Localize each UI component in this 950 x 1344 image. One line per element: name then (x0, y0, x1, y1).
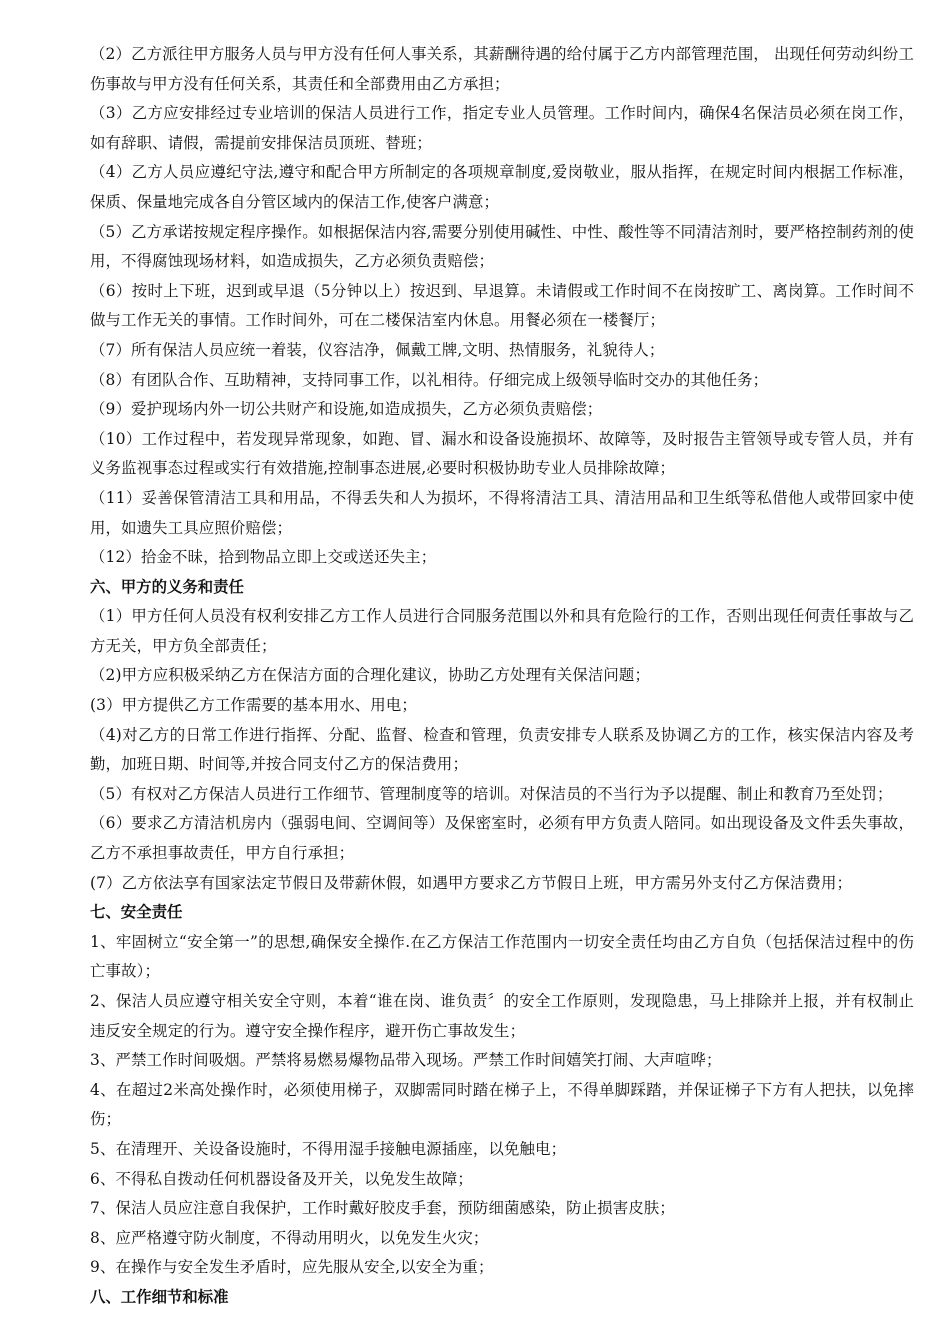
clause-item: （6）要求乙方清洁机房内（强弱电间、空调间等）及保密室时，必须有甲方负责人陪同。如出现设备及文件丢失事故，乙方不承担事故责任，甲方自行承担； (90, 814, 914, 863)
section-7 (90, 898, 914, 1283)
clause-item: （2）乙方派往甲方服务人员与甲方没有任何人事关系，其薪酬待遇的给付属于乙方内部管理范围， 出现任何劳动纠纷工伤事故与甲方没有任何关系，其责任和全部费用由乙方承担； (90, 45, 914, 93)
clause-item: （12）拾金不昧，拾到物品立即上交或送还失主； (90, 548, 437, 567)
clause-item: 7、保洁人员应注意自我保护，工作时戴好胶皮手套，预防细菌感染，防止损害皮肤； (90, 1199, 675, 1218)
section-heading: 七、安全责任 (90, 903, 183, 922)
clause-item: 4、在超过2米高处操作时，必须使用梯子，双脚需同时踏在梯子上，不得单脚踩踏，并保证梯子下方有人把扶，以免摔伤； (90, 1080, 914, 1129)
section-heading: 八、工作细节和标准 (90, 1287, 229, 1306)
clause-item: （10）工作过程中，若发现异常现象，如跑、冒、漏水和设备设施损坏、故障等，及时报告主管领导或专管人员，并有义务监视事态过程或实行有效措施,控制事态进展,必要时积极协助专业人员排除故障； (90, 429, 914, 478)
clause-item: （2)甲方应积极采纳乙方在保洁方面的合理化建议，协助乙方处理有关保洁问题； (90, 666, 651, 685)
clause-item: （5）有权对乙方保洁人员进行工作细节、管理制度等的培训。对保洁员的不当行为予以提醒、制止和教育乃至处罚； (90, 784, 893, 803)
clause-item: （11）妥善保管清洁工具和用品，不得丢失和人为损坏，不得将清洁工具、清洁用品和卫生纸等私借他人或带回家中使用，如遗失工具应照价赔偿； (90, 488, 914, 537)
section-8 (90, 1283, 914, 1313)
clause-item: （6）按时上下班，迟到或早退（5分钟以上）按迟到、早退算。未请假或工作时间不在岗按旷工、离岗算。工作时间不做与工作无关的事情。工作时间外，可在二楼保洁室内休息。用餐必须在一楼餐厅； (90, 281, 914, 330)
clause-item: 8、应严格遵守防火制度，不得动用明火，以免发生火灾； (90, 1228, 489, 1247)
section-6 (90, 573, 914, 899)
clause-item: （9）爱护现场内外一切公共财产和设施,如造成损失，乙方必须负责赔偿； (90, 400, 603, 419)
clause-item: （1）甲方任何人员没有权利安排乙方工作人员进行合同服务范围以外和具有危险行的工作，否则出现任何责任事故与乙方无关，甲方负全部责任； (90, 607, 914, 655)
section-heading: 六、甲方的义务和责任 (90, 577, 244, 596)
clause-item: 5、在清理开、关设备设施时，不得用湿手接触电源插座，以免触电； (90, 1139, 567, 1158)
section-5-continuation (90, 40, 914, 573)
clause-item: (7）乙方依法享有国家法定节假日及带薪休假，如遇甲方要求乙方节假日上班，甲方需另外支付乙方保洁费用； (90, 873, 853, 892)
clause-item: 1、牢固树立“安全第一”的思想,确保安全操作.在乙方保洁工作范围内一切安全责任均由乙方自负（包括保洁过程中的伤亡事故）； (90, 932, 914, 981)
clause-item: 6、不得私自拨动任何机器设备及开关，以免发生故障； (90, 1169, 473, 1188)
clause-item: （4）乙方人员应遵纪守法,遵守和配合甲方所制定的各项规章制度,爱岗敬业，服从指挥，在规定时间内根据工作标准，保质、保量地完成各自分管区域内的保洁工作,使客户满意； (90, 163, 914, 211)
clause-item: (3）甲方提供乙方工作需要的基本用水、用电； (90, 696, 417, 715)
clause-item: 3、严禁工作时间吸烟。严禁将易燃易爆物品带入现场。严禁工作时间嬉笑打闹、大声喧哗； (90, 1051, 722, 1070)
clause-item: （5）乙方承诺按规定程序操作。如根据保洁内容,需要分别使用碱性、中性、酸性等不同清洁剂时，要严格控制药剂的使用，不得腐蚀现场材料，如造成损失，乙方必须负责赔偿； (90, 222, 914, 271)
clause-item: 2、保洁人员应遵守相关安全守则，本着“谁在岗、谁负责〞的安全工作原则，发现隐患，马上排除并上报，并有权制止违反安全规定的行为。遵守安全操作程序，避开伤亡事故发生； (90, 992, 914, 1040)
clause-item: （8）有团队合作、互助精神，支持同事工作，以礼相待。仔细完成上级领导临时交办的其他任务； (90, 370, 769, 389)
clause-item: （4)对乙方的日常工作进行指挥、分配、监督、检查和管理，负责安排专人联系及协调乙方的工作，核实保洁内容及考勤，加班日期、时间等,并按合同支付乙方的保洁费用； (90, 725, 914, 774)
clause-item: 9、在操作与安全发生矛盾时，应先服从安全,以安全为重； (90, 1258, 494, 1277)
clause-item: （3）乙方应安排经过专业培训的保洁人员进行工作，指定专业人员管理。工作时间内，确保4名保洁员必须在岗工作，如有辞职、请假，需提前安排保洁员顶班、替班； (90, 104, 914, 152)
clause-item: （7）所有保洁人员应统一着装，仪容洁净，佩戴工牌,文明、热情服务，礼貌待人； (90, 340, 665, 359)
